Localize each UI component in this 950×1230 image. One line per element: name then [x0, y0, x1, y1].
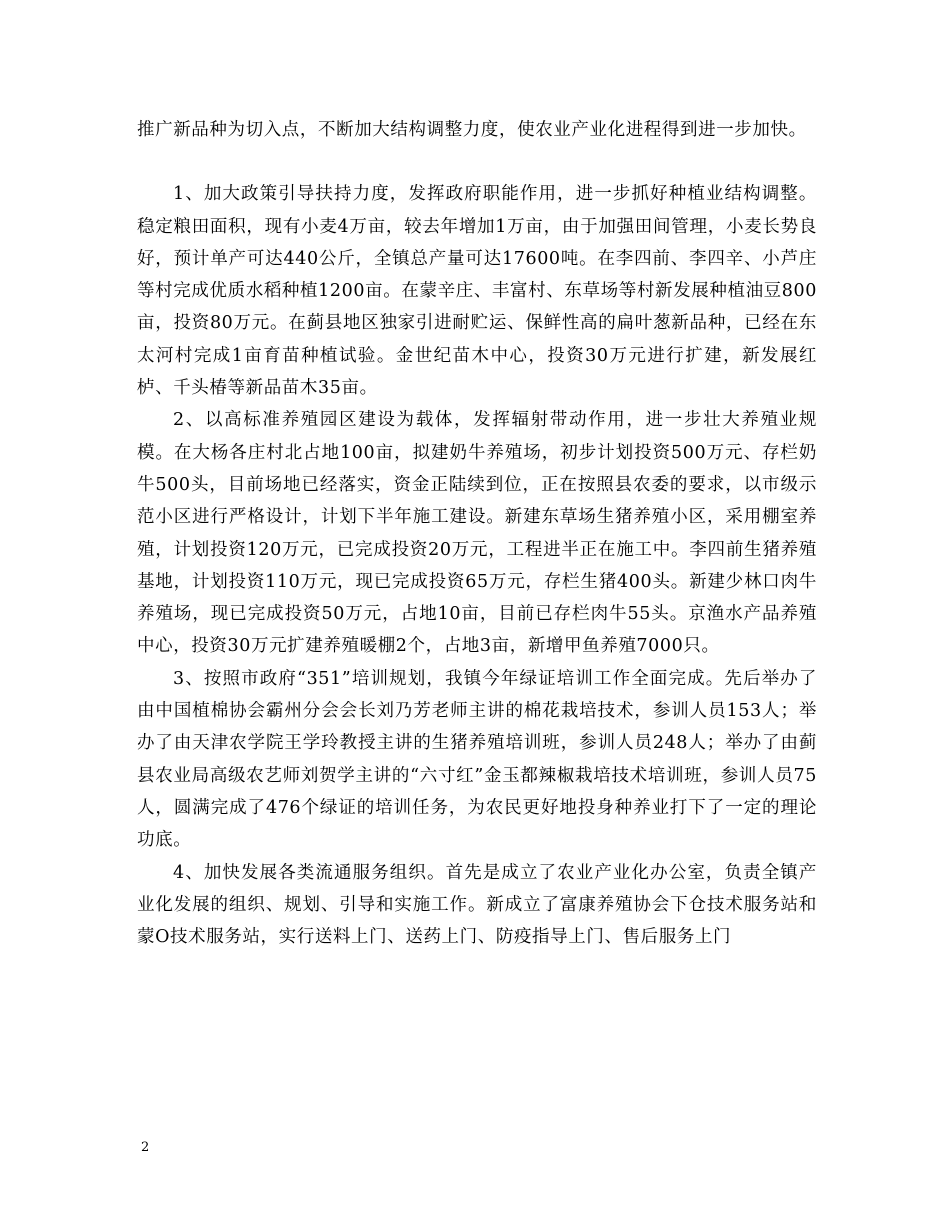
paragraph-continuation: 推广新品种为切入点，不断加大结构调整力度，使农业产业化进程得到进一步加快。 — [137, 120, 807, 140]
paragraph-breeding-scale: 2、以高标准养殖园区建设为载体，发挥辐射带动作用，进一步壮大养殖业规模。在大杨各庄村北占地100亩，拟建奶牛养殖场，初步计划投资500万元、存栏奶牛500头，目前场地已经落实，资金正陆续到位，正在按照县农委的要求，以市级示范小区进行严格设计，计划下半年施工建设。新建东草场生猪养殖小区，采用棚室养殖，计划投资120万元，已完成投资20万元，工程进半正在施工中。李四前生猪养殖基地，计划投资110万元，现已完成投资65万元，存栏生猪400头。新建少林口肉牛养殖场，现已完成投资50万元，占地10亩，目前已存栏肉牛55头。京渔水产品养殖中心，投资30万元扩建养殖暖棚2个，占地3亩，新增甲鱼养殖7000只。 — [137, 410, 817, 657]
page-number: 2 — [141, 1140, 150, 1155]
paragraph-service-organizations: 4、加快发展各类流通服务组织。首先是成立了农业产业化办公室，负责全镇产业化发展的组织、规划、引导和实施工作。新成立了富康养殖协会下仓技术服务站和蒙O技术服务站，实行送料上门、送药上门、防疫指导上门、售后服务上门 — [137, 862, 817, 948]
document-body — [137, 114, 817, 953]
paragraph-green-certificate-training: 3、按照市政府“351”培训规划，我镇今年绿证培训工作全面完成。先后举办了由中国植棉协会霸州分会会长刘乃芳老师主讲的棉花栽培技术，参训人员153人；举办了由天津农学院王学玲教授主讲的生猪养殖培训班，参训人员248人；举办了由蓟县农业局高级农艺师刘贺学主讲的“六寸红”金玉都辣椒栽培技术培训班，参训人员75人，圆满完成了476个绿证的培训任务，为农民更好地投身种养业打下了一定的理论功底。 — [137, 668, 817, 851]
paragraph-planting-structure: 1、加大政策引导扶持力度，发挥政府职能作用，进一步抓好种植业结构调整。稳定粮田面积，现有小麦4万亩，较去年增加1万亩，由于加强田间管理，小麦长势良好，预计单产可达440公斤，全镇总产量可达17600吨。在李四前、李四辛、小芦庄等村完成优质水稻种植1200亩。在蒙辛庄、丰富村、东草场等村新发展种植油豆800亩，投资80万元。在蓟县地区独家引进耐贮运、保鲜性高的扁叶葱新品种，已经在东太河村完成1亩育苗种植试验。金世纪苗木中心，投资30万元进行扩建，新发展红栌、千头椿等新品苗木35亩。 — [137, 184, 817, 399]
